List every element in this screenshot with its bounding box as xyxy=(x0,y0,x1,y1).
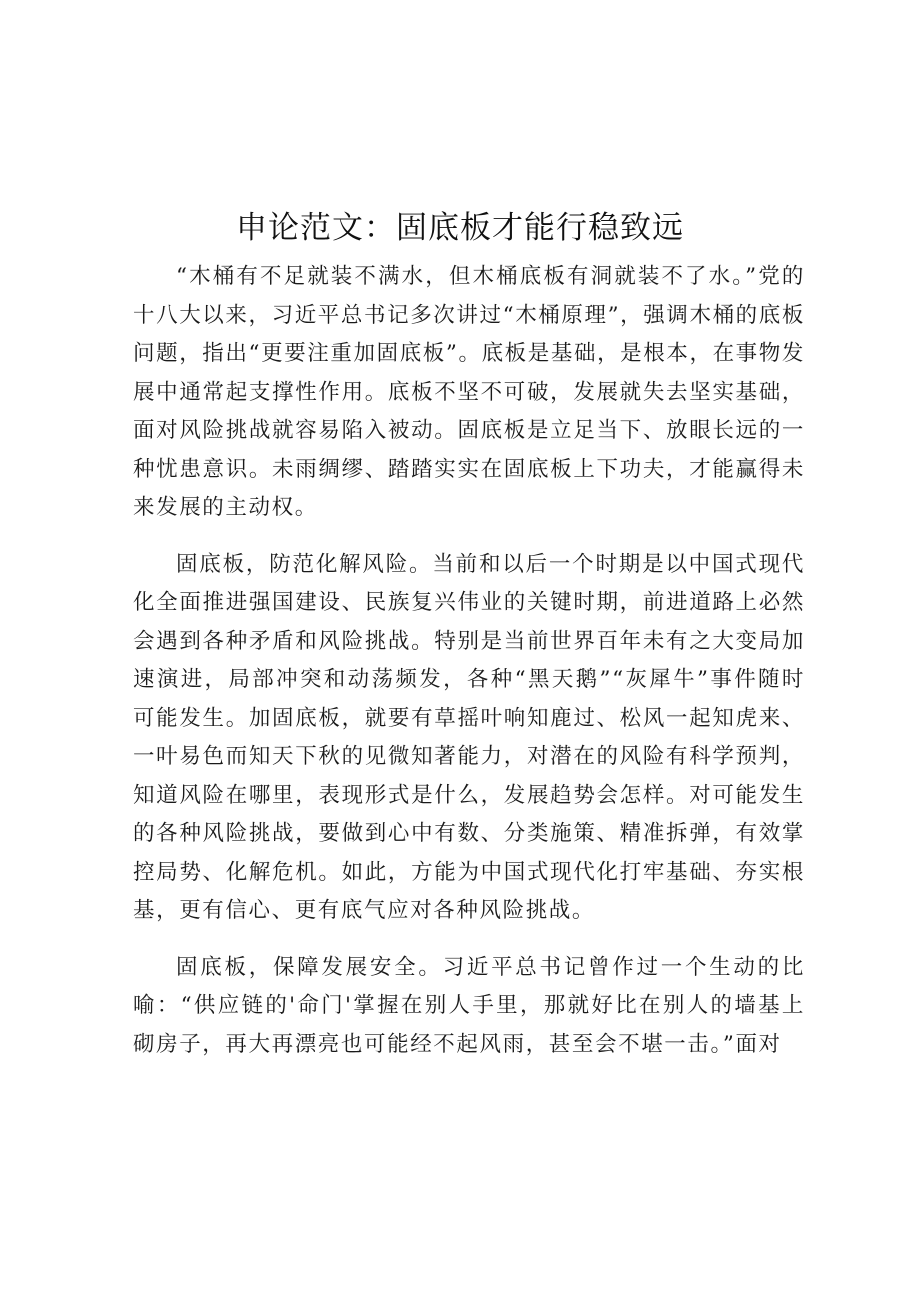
document-title: 申论范文：固底板才能行稳致远 xyxy=(236,210,684,246)
paragraph-risk: 固底板，防范化解风险。当前和以后一个时期是以中国式现代化全面推进强国建设、民族复兴伟业的关键时期，前进道路上必然会遇到各种矛盾和风险挑战。特别是当前世界百年未有之大变局加速演进，局部冲突和动荡频发，各种“黑天鹅”“灰犀牛”事件随时可能发生。加固底板，就要有草摇叶响知鹿过、松风一起知虎来、一叶易色而知天下秋的见微知著能力，对潜在的风险有科学预判，知道风险在哪里，表现形式是什么，发展趋势会怎样。对可能发生的各种风险挑战，要做到心中有数、分类施策、精准拆弹，有效掌控局势、化解危机。如此，方能为中国式现代化打牢基础、夯实根基，更有信心、更有底气应对各种风险挑战。 xyxy=(133,551,805,923)
document-body xyxy=(133,258,805,1064)
paragraph-intro: “木桶有不足就装不满水，但木桶底板有洞就装不了水。”党的十八大以来，习近平总书记多次讲过“木桶原理”，强调木桶的底板问题，指出“更要注重加固底板”。底板是基础，是根本，在事物发展中通常起支撑性作用。底板不坚不可破，发展就失去坚实基础，面对风险挑战就容易陷入被动。固底板是立足当下、放眼长远的一种忧患意识。未雨绸缪、踏踏实实在固底板上下功夫，才能赢得未来发展的主动权。 xyxy=(133,264,805,520)
paragraph-security: 固底板，保障发展安全。习近平总书记曾作过一个生动的比喻：“供应链的'命门'掌握在别人手里，那就好比在别人的墙基上砌房子，再大再漂亮也可能经不起风雨，甚至会不堪一击。”面对 xyxy=(133,954,805,1057)
